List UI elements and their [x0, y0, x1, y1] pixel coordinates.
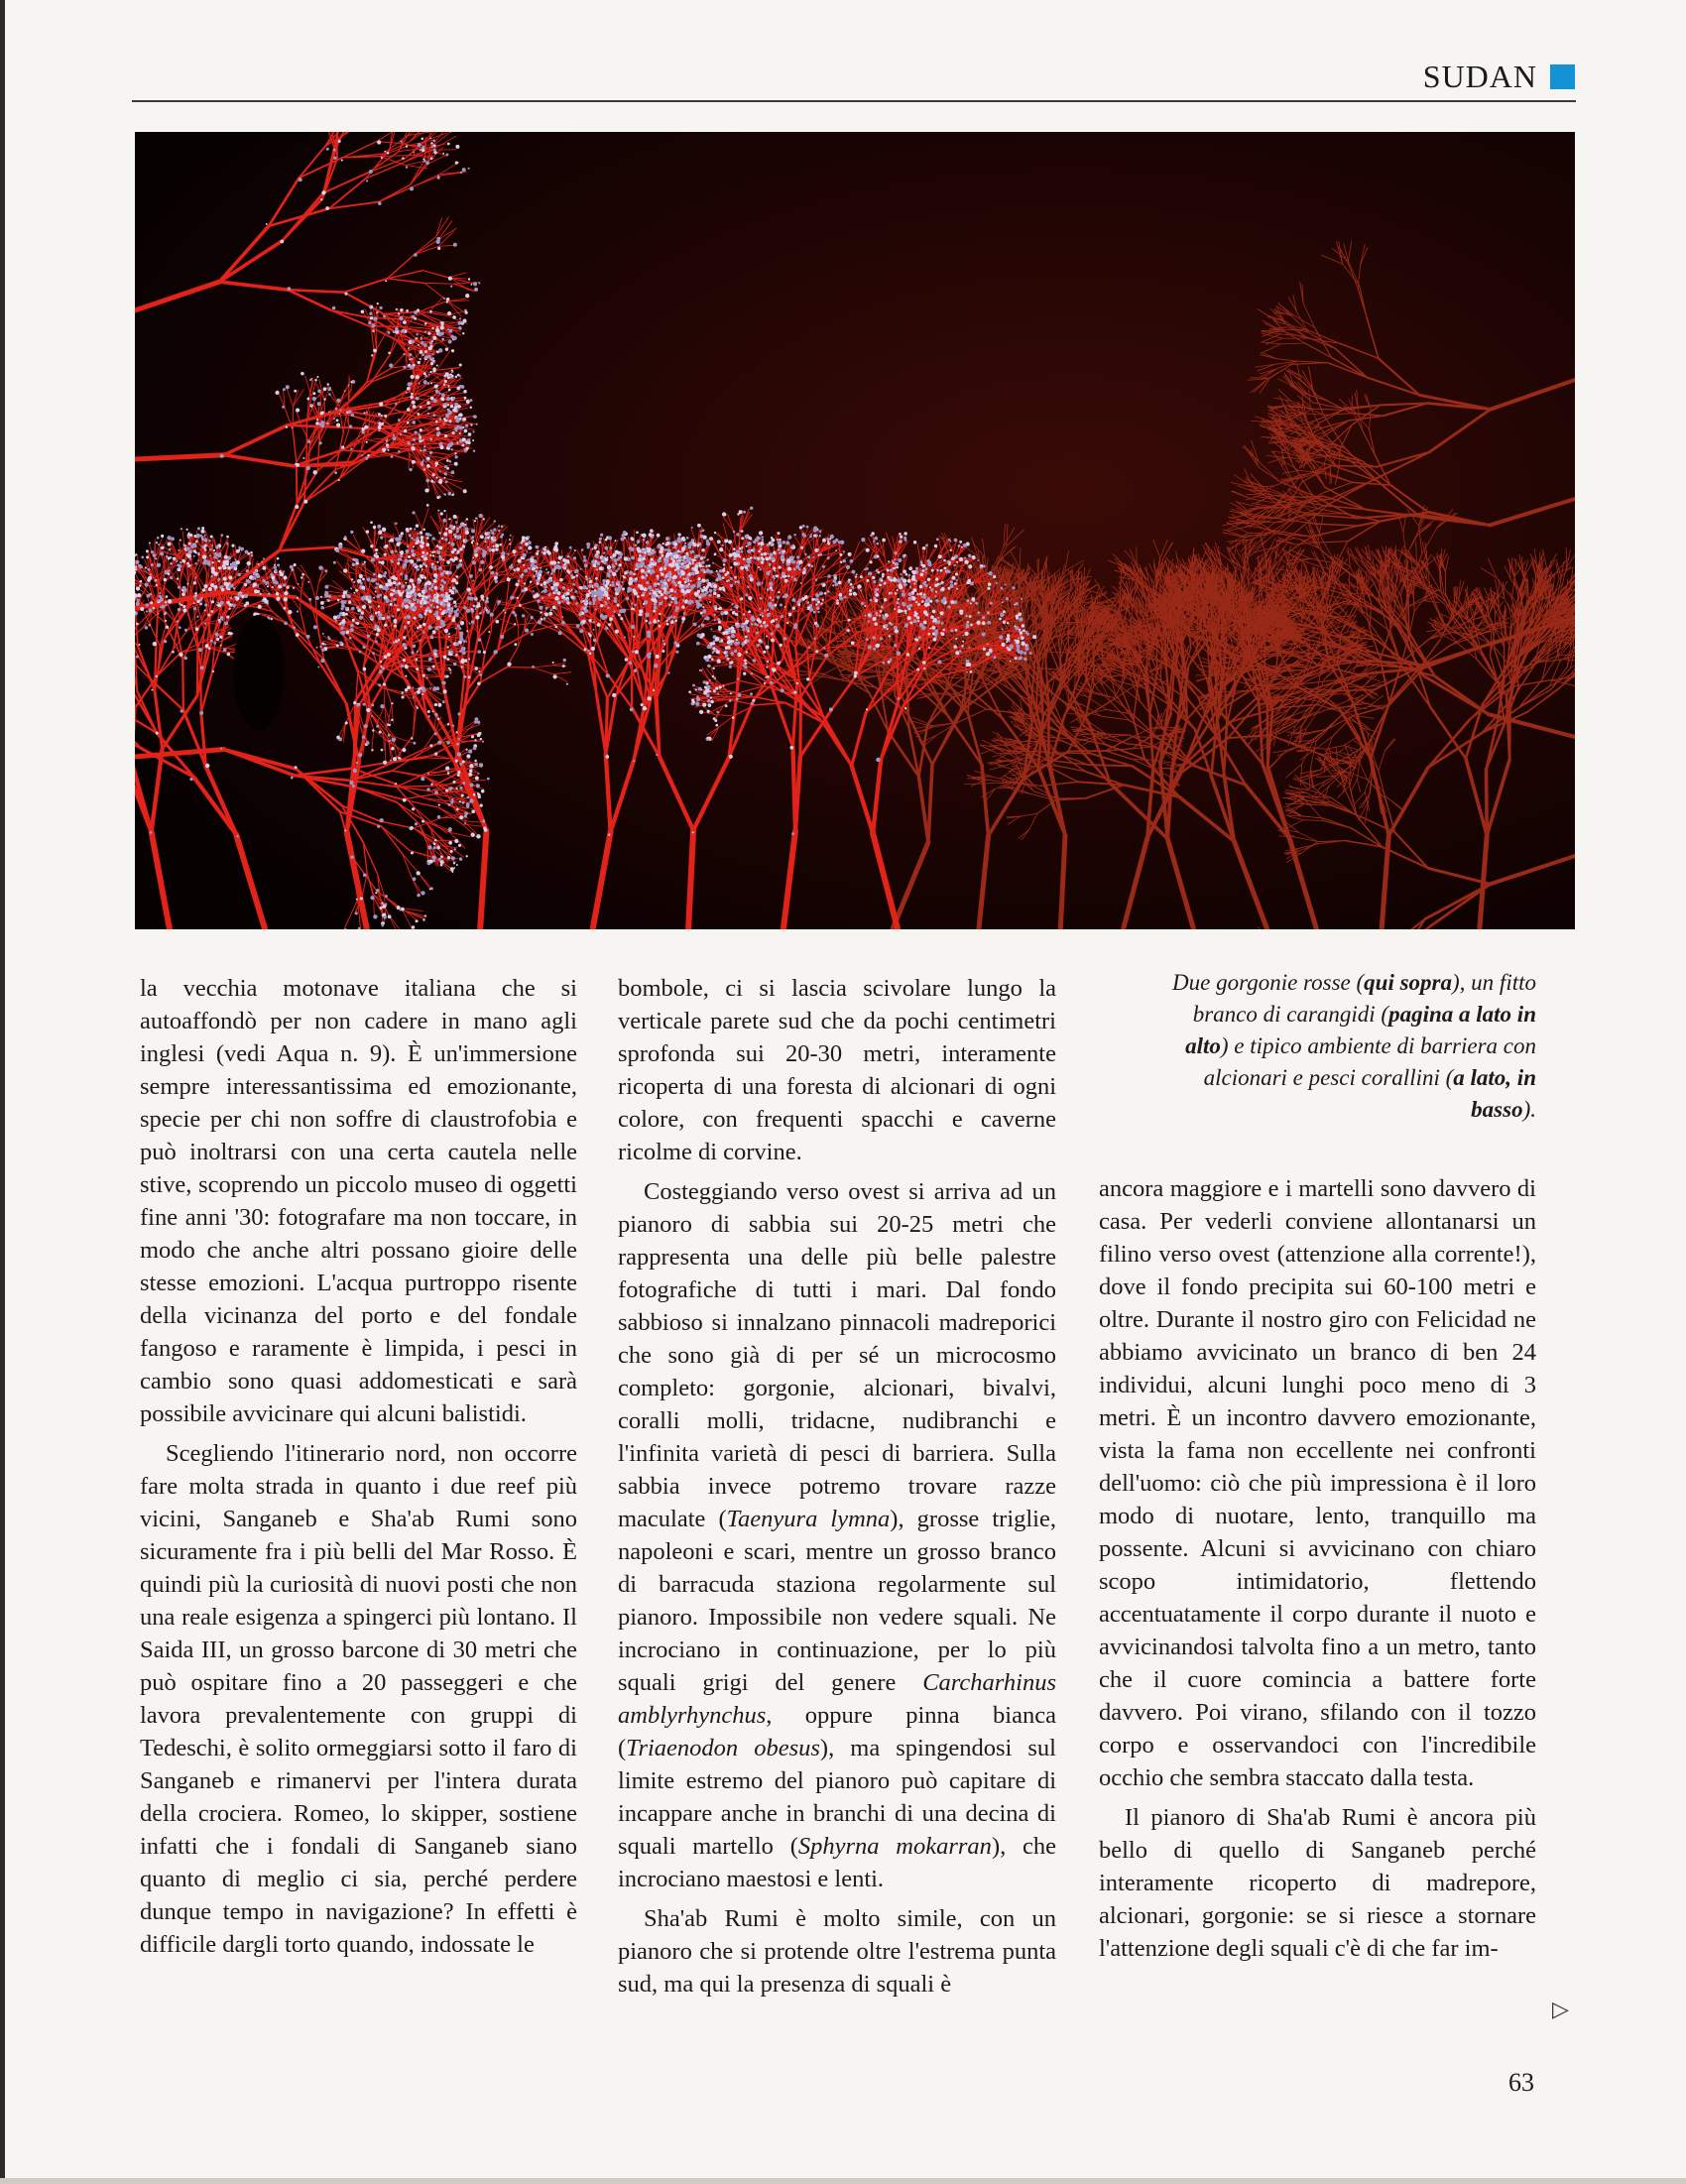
paragraph: la vecchia motonave italiana che si autoaffondò per non cadere in mano agli inglesi (vedi Aqua n. 9). È un'immersione sempre interessantissima ed emozionante, specie per chi non soffre di claustrofobia e può inoltrarsi con una certa cautela nelle stive, scoprendo un piccolo museo di oggetti fine anni '30: fotografare ma non toccare, in modo che anche altri possano gioire delle stesse emozioni. L'acqua purtroppo risente della vicinanza del porto e del fondale fangoso e raramente è limpida, i pesci in cambio sono quasi addomesticati e sarà possibile avvicinare qui alcuni balistidi. [140, 975, 577, 1427]
paragraph: bombole, ci si lascia scivolare lungo la verticale parete sud che da pochi centimetri sprofonda sui 20-30 metri, interamente ricoperta di una foresta di alcionari di ogni colore, con frequenti spacchi e caverne ricolme di corvine. [618, 975, 1056, 1165]
species-name: Triaenodon obesus [626, 1735, 820, 1761]
species-name: Taenyura lymna [726, 1506, 891, 1532]
species-name: Sphyrna mokarran [797, 1833, 992, 1860]
caption-reference: qui sopra [1364, 970, 1453, 995]
page-number: 63 [1508, 2068, 1534, 2097]
paragraph: Costeggiando verso ovest si arriva ad un pianoro di sabbia sui 20-25 metri che rappresenta una delle più belle palestre fotografiche di tutti i mari. Dal fondo sabbioso si innalzano pinnacoli madreporici che sono già di per sé un microcosmo completo: gorgonie, alcionari, bivalvi, coralli molli, tridacne, nudibranchi e l'infinita varietà di pesci di barriera. Sulla sabbia invece potremo trovare razze maculate (Taenyura lymna), grosse triglie, napoleoni e scari, mentre un grosso branco di barracuda staziona regolarmente sul pianoro. Impossibile non vedere squali. Ne incrociano in continuazione, per lo più squali grigi del genere Carcharhinus amblyrhynchus, oppure pinna bianca (Triaenodon obesus), ma spingendosi sul limite estremo del pianoro può capitare di incappare anche in branchi di una decina di squali martello (Sphyrna mokarran), che incrociano maestosi e lenti. [618, 1178, 1056, 1892]
caption-reference: pagina a lato in alto [1185, 1002, 1536, 1058]
page-bottom-edge [0, 2178, 1686, 2184]
section-header [1423, 52, 1575, 101]
red-gorgonian-coral-photo [135, 132, 1575, 929]
text-column-1 [140, 972, 577, 1961]
caption-reference: a lato, in basso [1453, 1065, 1536, 1122]
section-title: SUDAN [1422, 58, 1537, 94]
coral-photo [135, 132, 1575, 929]
paragraph: ancora maggiore e i martelli sono davvero di casa. Per vederli conviene allontanarsi un filino verso ovest (attenzione alla corrente!), dove il fondo precipita sui 60-100 metri e oltre. Durante il nostro giro con Felicidad ne abbiamo avvicinato un branco di ben 24 individui, alcuni lunghi poco meno di 3 metri. È un incontro davvero emozionante, vista la fama non eccellente nei confronti dell'uomo: ciò che più impressiona è il loro modo di nuotare, lento, tranquillo ma possente. Alcuni si avvicinano con chiaro scopo intimidatorio, flettendo accentuatamente il corpo durante il nuoto e avvicinandosi talvolta fino a un metro, tanto che il cuore comincia a battere forte davvero. Poi virano, sfilando con il tozzo corpo e osservandoci con l'incredibile occhio che sembra staccato dalla testa. [1099, 1175, 1536, 1791]
paragraph: Scegliendo l'itinerario nord, non occorre fare molta strada in quanto i due reef più vicini, Sanganeb e Sha'ab Rumi sono sicuramente fra i più belli del Mar Rosso. È quindi più la curiosità di nuovi posti che non una reale esigenza a spingerci più lontano. Il Saida III, un grosso barcone di 30 metri che può ospitare fino a 20 passeggeri e che lavora prevalentemente con gruppi di Tedeschi, è solito ormeggiarsi sotto il faro di Sanganeb e rimanervi per l'intera durata della crociera. Romeo, lo skipper, sostiene infatti che i fondali di Sanganeb siano quanto di meglio ci sia, perché perdere dunque tempo in navigazione? In effetti è difficile dargli torto quando, indossate le [140, 1440, 577, 1958]
text-column-3 [1099, 1172, 1536, 1965]
species-name: Carcharhinus amblyrhynchus [618, 1669, 1056, 1729]
continue-arrow-icon: ▷ [1552, 1998, 1569, 2022]
page-edge-shadow [0, 0, 5, 2184]
section-square-icon [1550, 64, 1575, 89]
paragraph: Sha'ab Rumi è molto simile, con un pianoro che si protende oltre l'estrema punta sud, ma qui la presenza di squali è [618, 1905, 1056, 1998]
header-rule [132, 100, 1576, 102]
photo-caption: Due gorgonie rosse (qui sopra), un fitto branco di carangidi (pagina a lato in alto) e tipico ambiente di barriera con alcionari e pesci corallini (a lato, in basso). [1172, 970, 1536, 1122]
text-column-2 [618, 972, 1056, 2001]
paragraph: Il pianoro di Sha'ab Rumi è ancora più bello di quello di Sanganeb perché interamente ricoperto di madrepore, alcionari, gorgonie: se si riesce a stornare l'attenzione degli squali c'è di che far im- [1099, 1804, 1536, 1962]
